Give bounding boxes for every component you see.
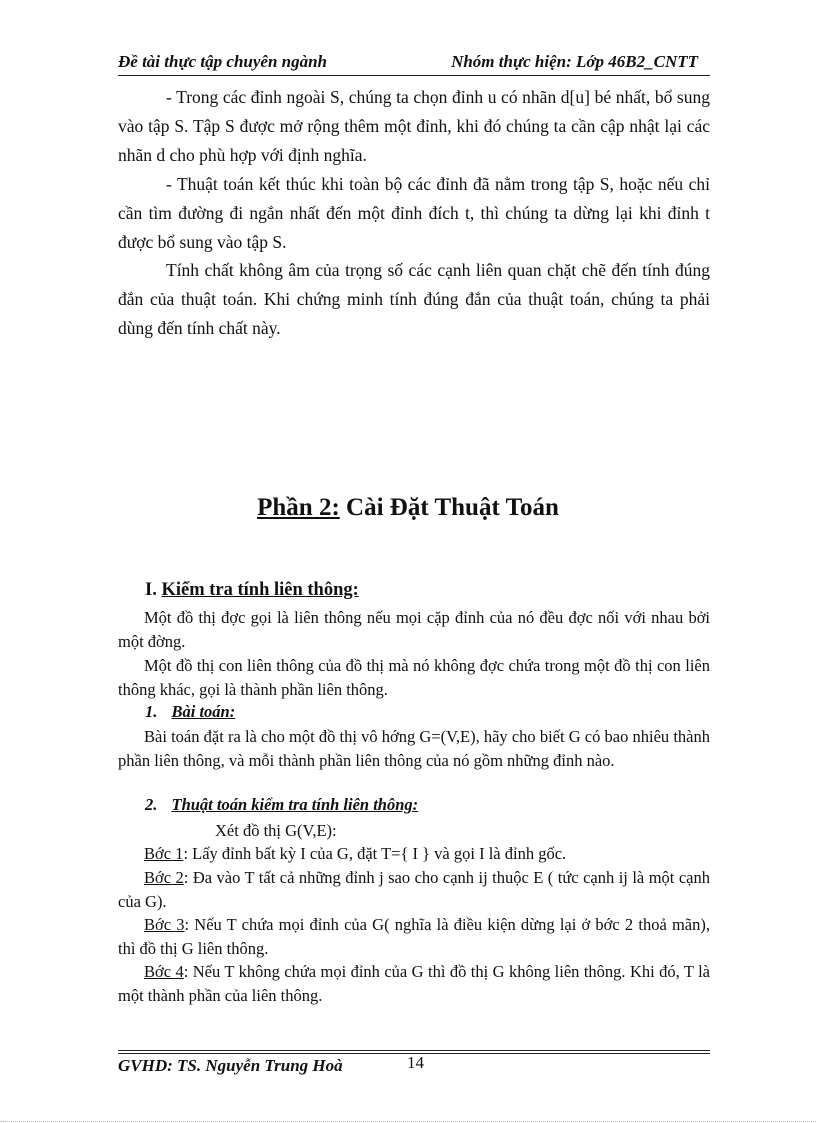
page-header xyxy=(118,52,710,76)
part-name: Cài Đặt Thuật Toán xyxy=(339,494,559,521)
part-label: Phần 2: xyxy=(257,494,340,521)
subsection-title: Thuật toán kiểm tra tính liên thông: xyxy=(171,795,419,814)
step-text: : Lấy đỉnh bất kỳ I của G, đặt T={ I } và gọi I là đỉnh gốc. xyxy=(183,844,567,863)
header-rule xyxy=(118,75,710,76)
consider-graph: Xét đồ thị G(V,E): xyxy=(215,821,337,840)
subsection-number: 1. xyxy=(145,702,158,721)
step-text: : Đa vào T tất cả những đỉnh j sao cho cạnh ij thuộc E ( tức cạnh ij là một cạnh của G). xyxy=(118,868,710,911)
step-label: Bớc 3 xyxy=(144,915,185,934)
header-left: Đề tài thực tập chuyên ngành xyxy=(118,52,328,71)
paragraph-termination: - Thuật toán kết thúc khi toàn bộ các đỉnh đã nằm trong tập S, hoặc nếu chỉ cần tìm đường đi ngắn nhất đến một đỉnh đích t, thì chúng ta dừng lại khi đỉnh t được bổ sung vào tập S. xyxy=(118,174,710,252)
subsection-problem xyxy=(145,702,235,722)
subsection-algorithm xyxy=(145,795,418,815)
step-label: Bớc 2 xyxy=(144,868,184,887)
step-label: Bớc 1 xyxy=(144,844,184,863)
footer-advisor: GVHD: TS. Nguyễn Trung Hoà xyxy=(118,1056,343,1075)
step-label: Bớc 4 xyxy=(144,962,184,981)
paragraph-problem: Bài toán đặt ra là cho một đồ thị vô hớng G=(V,E), hãy cho biết G có bao nhiêu thành phần liên thông, và mỗi thành phần liên thông của nó gồm những đỉnh nào. xyxy=(118,727,710,770)
paragraph-label-selection: - Trong các đỉnh ngoài S, chúng ta chọn đỉnh u có nhãn d[u] bé nhất, bổ sung vào tập S. Tập S được mở rộng thêm một đỉnh, khi đó chúng ta cần cập nhật lại các nhãn d cho phù hợp với định nghĩa. xyxy=(118,87,710,165)
page-edge xyxy=(0,1121,816,1122)
section-number: I. xyxy=(145,580,157,600)
paragraph-nonnegative: Tính chất không âm của trọng số các cạnh liên quan chặt chẽ đến tính đúng đắn của thuật toán. Khi chứng minh tính đúng đắn của thuật toán, chúng ta phải dùng đến tính chất này. xyxy=(118,260,710,338)
section-title: Kiểm tra tính liên thông: xyxy=(161,580,359,600)
subsection-number: 2. xyxy=(145,795,158,814)
part-title xyxy=(0,494,816,522)
paragraph-component-def: Một đồ thị con liên thông của đồ thị mà nó không đợc chứa trong một đồ thị con liên thông khác, gọi là thành phần liên thông. xyxy=(118,656,710,699)
footer-rule xyxy=(118,1050,710,1051)
paragraph-connected-def: Một đồ thị đợc gọi là liên thông nếu mọi cặp đỉnh của nó đều đợc nối với nhau bởi một đờng. xyxy=(118,608,710,651)
section-heading xyxy=(145,580,359,601)
subsection-title: Bài toán: xyxy=(171,702,236,721)
step-4 xyxy=(118,960,710,1007)
step-2 xyxy=(118,866,710,913)
header-right: Nhóm thực hiện: Lớp 46B2_CNTT xyxy=(451,52,698,71)
step-text: : Nếu T chứa mọi đỉnh của G( nghĩa là điều kiện dừng lại ở bớc 2 thoả mãn), thì đồ thị G liên thông. xyxy=(118,915,710,958)
step-text: : Nếu T không chứa mọi đỉnh của G thì đồ thị G không liên thông. Khi đó, T là một thành phần của liên thông. xyxy=(118,962,710,1005)
step-3 xyxy=(118,913,710,960)
page-number: 14 xyxy=(407,1053,424,1072)
step-1 xyxy=(118,842,710,866)
